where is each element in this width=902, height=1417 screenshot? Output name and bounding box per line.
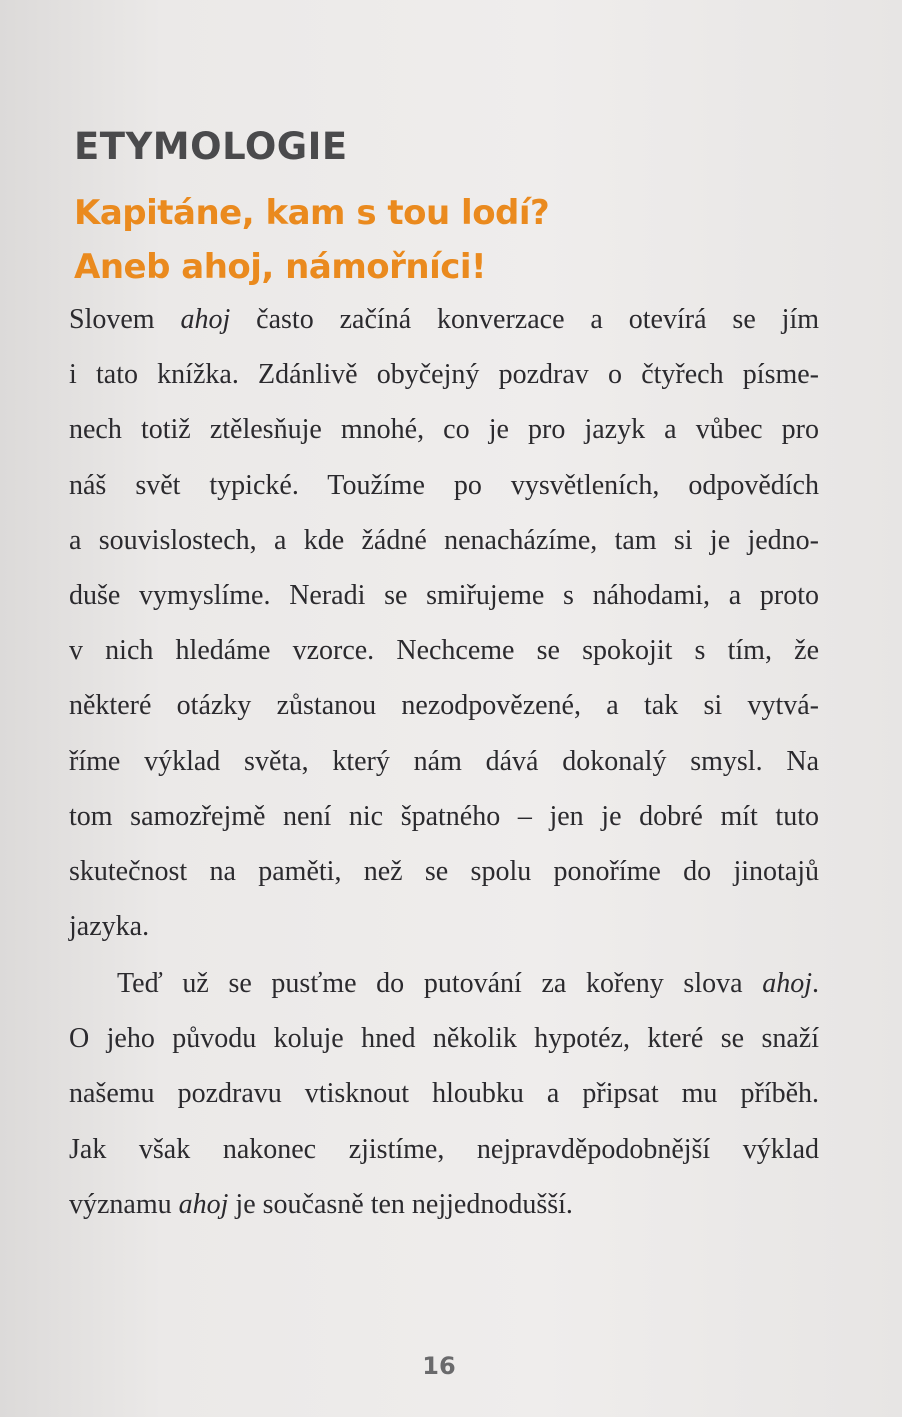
paragraph-2 [69,956,819,1232]
text-line: O jeho původu koluje hned několik hypotéz, které se snaží [69,1023,819,1055]
text-line: tom samozřejmě není nic špatného – jen je dobré mít tuto [69,800,819,832]
text-line: některé otázky zůstanou nezodpovězené, a tak si vytvá- [69,690,819,722]
text-line: duše vymyslíme. Neradi se smiřujeme s náhodami, a proto [69,579,819,611]
text-line: v nich hledáme vzorce. Nechceme se spokojit s tím, že [69,635,819,667]
chapter-title [74,186,549,294]
emphasis-word: ahoj [178,1188,229,1220]
text-line: Teď už se pusťme do putování za kořeny slova ahoj. [117,968,819,999]
page-number: 16 [422,1352,456,1380]
text-line: a souvislostech, a kde žádné nenacházíme, tam si je jedno- [69,524,819,556]
text-line: jazyka. [69,911,150,943]
section-label: ETYMOLOGIE [74,125,348,168]
text-line: náš svět typické. Toužíme po vysvětleních, odpovědích [69,469,819,501]
text-line: nech totiž ztělesňuje mnohé, co je pro jazyk a vůbec pro [69,414,819,446]
text-line: našemu pozdravu vtisknout hloubku a připsat mu příběh. [69,1078,819,1110]
text-line: říme výklad světa, který nám dává dokonalý smysl. Na [69,745,819,777]
emphasis-word: ahoj [180,304,231,335]
paragraph-1 [69,292,819,954]
emphasis-word: ahoj [762,968,812,999]
text-line: i tato knížka. Zdánlivě obyčejný pozdrav o čtyřech písme- [69,359,819,391]
text-line: významu ahoj je současně ten nejjednodušší. [69,1188,573,1220]
chapter-title-line-2: Aneb ahoj, námořníci! [74,247,487,287]
text-line: Jak však nakonec zjistíme, nejpravděpodobnější výklad [69,1133,819,1165]
chapter-title-line-1: Kapitáne, kam s tou lodí? [74,193,550,233]
text-line: Slovem ahoj často začíná konverzace a otevírá se jím [69,304,820,335]
text-line: skutečnost na paměti, než se spolu ponoříme do jinotajů [69,855,819,887]
